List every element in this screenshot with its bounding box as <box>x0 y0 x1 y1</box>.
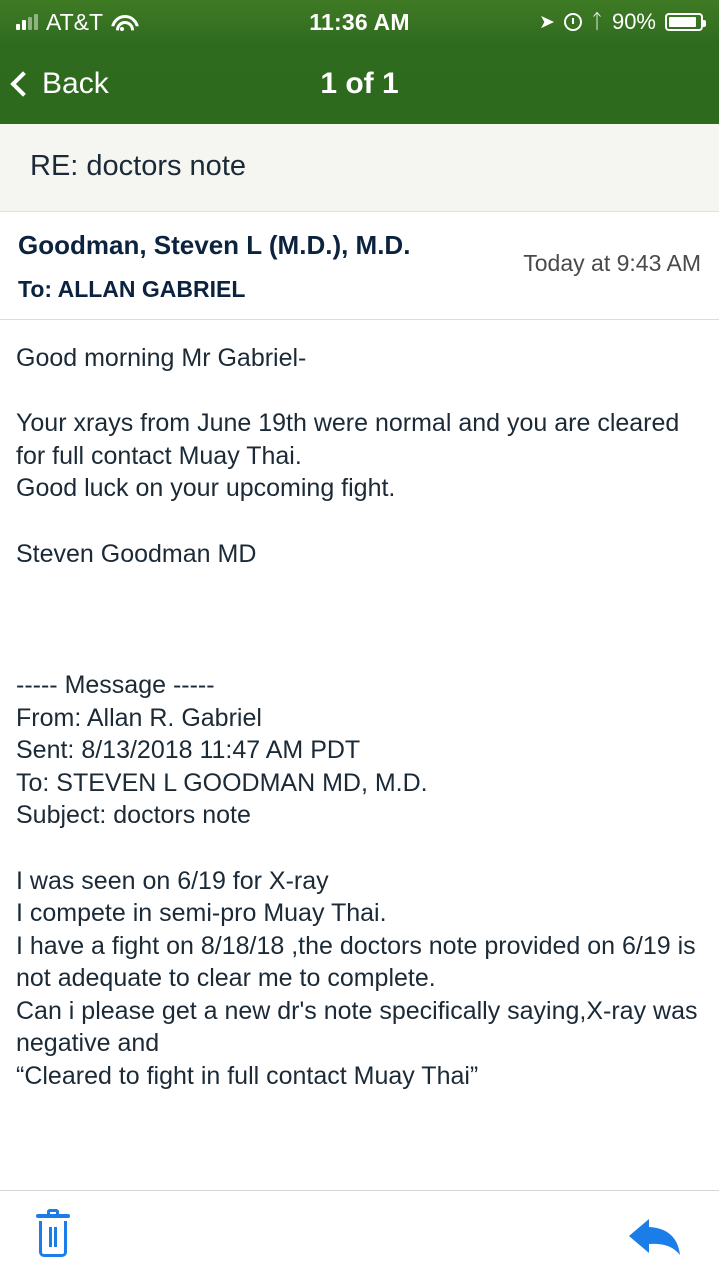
delete-button[interactable] <box>36 1214 70 1258</box>
quoted-divider: ----- Message ----- <box>16 671 215 700</box>
page-title: 1 of 1 <box>320 67 399 100</box>
quoted-line-2: I compete in semi-pro Muay Thai. <box>16 899 387 928</box>
status-bar-left <box>16 9 133 36</box>
quoted-line-1: I was seen on 6/19 for X-ray <box>16 866 329 895</box>
status-bar-clock: 11:36 AM <box>309 8 410 35</box>
chevron-left-icon <box>10 71 35 96</box>
message-header-left <box>18 230 523 303</box>
sender-name: Goodman, Steven L (M.D.), M.D. <box>18 230 411 260</box>
quoted-to: To: STEVEN L GOODMAN MD, M.D. <box>16 768 428 797</box>
message-toolbar <box>0 1190 719 1280</box>
quoted-from: From: Allan R. Gabriel <box>16 703 262 732</box>
back-button-label: Back <box>42 67 109 100</box>
body-spacer-3 <box>16 570 703 636</box>
body-line-greeting: Good morning Mr Gabriel- <box>16 343 307 372</box>
quoted-sent: Sent: 8/13/2018 11:47 AM PDT <box>16 736 361 765</box>
body-line-goodluck: Good luck on your upcoming fight. <box>16 474 396 503</box>
battery-icon <box>665 13 703 31</box>
trash-icon <box>36 1214 70 1258</box>
message-body <box>0 320 719 1190</box>
body-spacer-4 <box>16 636 703 669</box>
recipient-line: To: ALLAN GABRIEL <box>18 275 246 302</box>
back-button[interactable] <box>14 67 109 101</box>
body-spacer <box>16 374 703 407</box>
navigation-bar <box>0 44 719 124</box>
message-header[interactable] <box>0 212 719 320</box>
status-bar <box>0 0 719 44</box>
reply-arrow-icon <box>627 1213 683 1259</box>
subject-text: RE: doctors note <box>30 150 246 182</box>
status-bar-right <box>539 9 703 35</box>
carrier-label: AT&T <box>46 8 104 35</box>
message-timestamp: Today at 9:43 AM <box>523 250 701 276</box>
body-line-cleared: Your xrays from June 19th were normal and you are cleared for full contact Muay Thai. <box>16 409 687 470</box>
body-line-signature: Steven Goodman MD <box>16 539 257 568</box>
alarm-clock-icon <box>564 13 582 31</box>
wifi-icon <box>111 14 133 31</box>
location-arrow-icon: ➤ <box>539 11 555 33</box>
signal-strength-icon <box>16 14 38 30</box>
reply-button[interactable] <box>627 1213 683 1259</box>
quoted-subject: Subject: doctors note <box>16 801 251 830</box>
battery-percent-label: 90% <box>611 9 656 34</box>
quoted-line-3: I have a fight on 8/18/18 ,the doctors note provided on 6/19 is not adequate to clear me to complete. <box>16 931 703 993</box>
quoted-spacer <box>16 832 703 865</box>
bluetooth-icon: ᛏ <box>590 11 603 33</box>
quoted-line-4: Can i please get a new dr's note specifically saying,X-ray was negative and <box>16 996 705 1058</box>
quoted-line-5: “Cleared to fight in full contact Muay Thai” <box>16 1061 479 1090</box>
subject-bar <box>0 124 719 212</box>
body-spacer-2 <box>16 505 703 538</box>
